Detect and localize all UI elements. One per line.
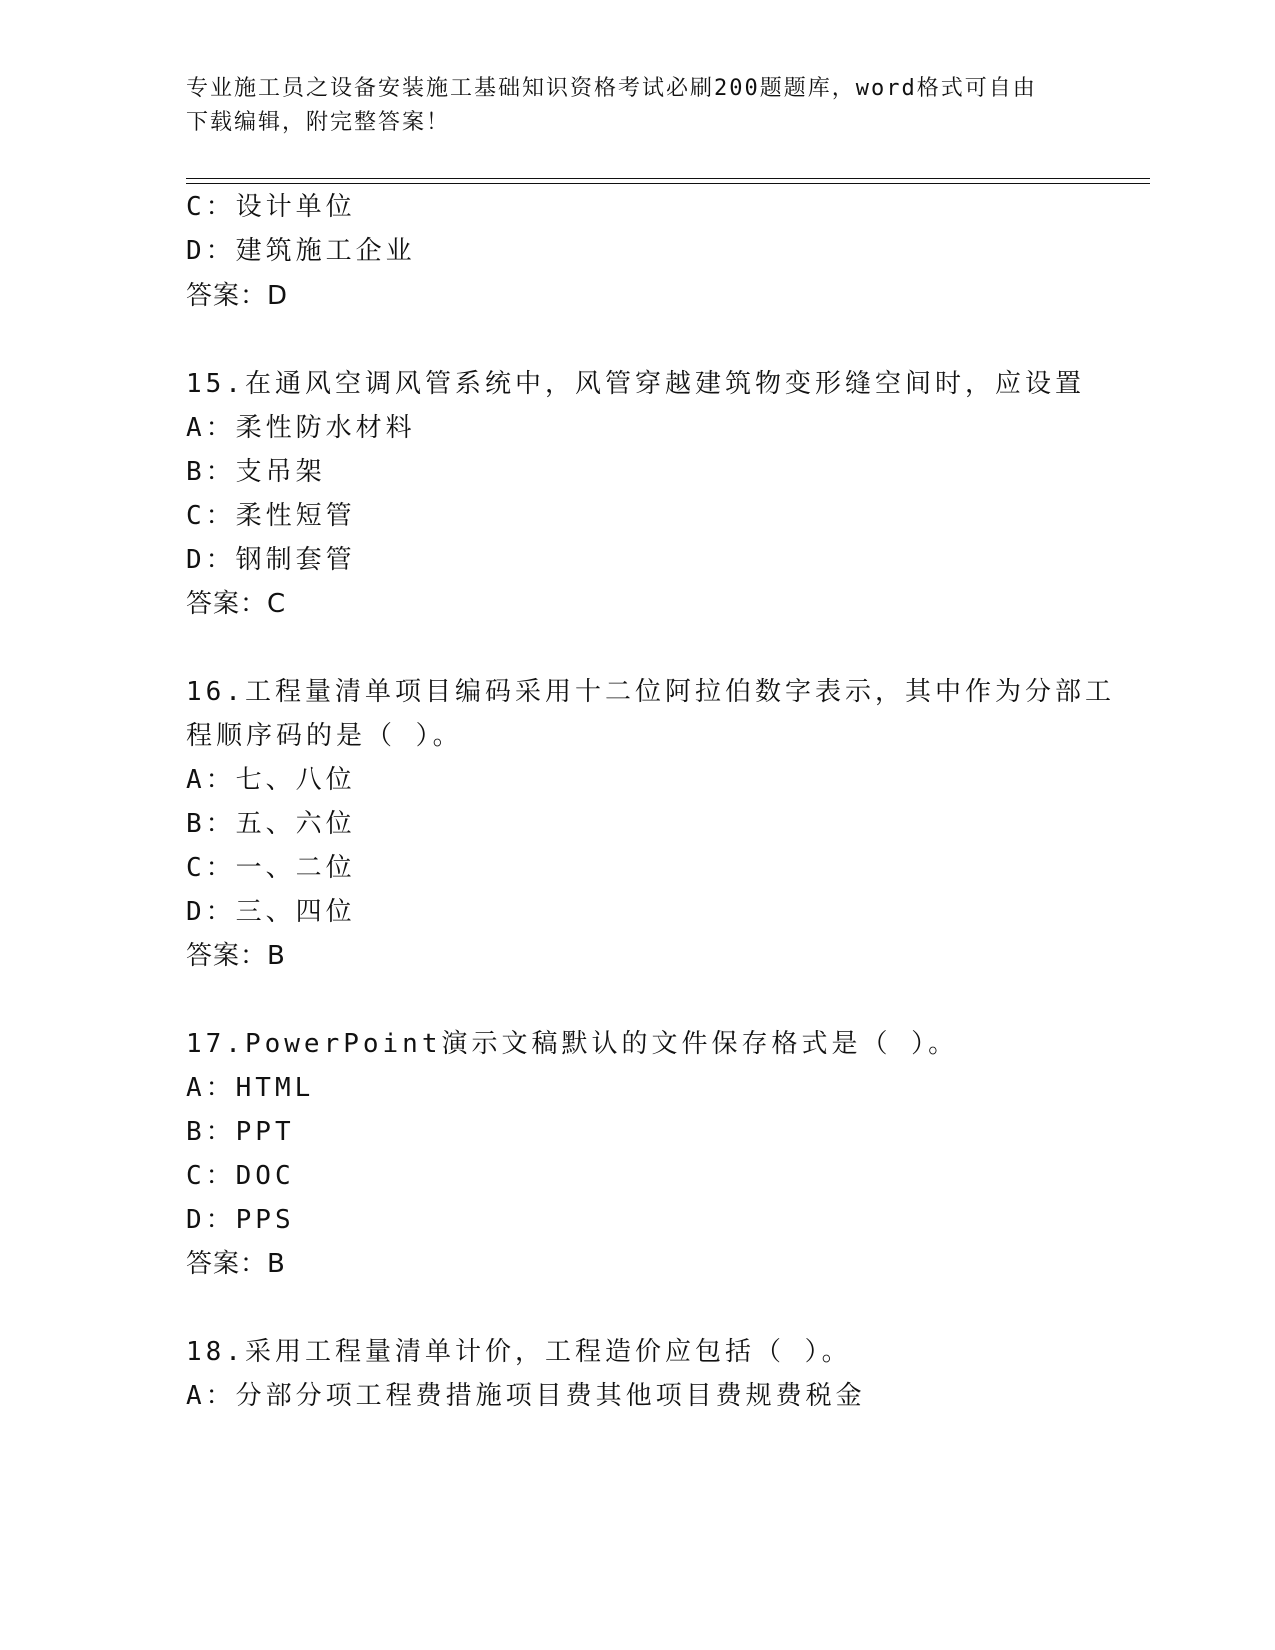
header-title-line-1: 专业施工员之设备安装施工基础知识资格考试必刷200题题库，word格式可自由 bbox=[186, 76, 1037, 101]
q15-question: 15.在通风空调风管系统中，风管穿越建筑物变形缝空间时，应设置 bbox=[186, 369, 1085, 399]
q16-answer: 答案：B bbox=[186, 941, 286, 971]
q15-answer: 答案：C bbox=[186, 589, 287, 619]
header-title-line-2: 下载编辑，附完整答案！ bbox=[186, 110, 451, 135]
q16-option-c: C：一、二位 bbox=[186, 853, 356, 883]
header-divider-bottom bbox=[186, 183, 1150, 184]
q17-answer: 答案：B bbox=[186, 1249, 286, 1279]
q14-option-c: C：设计单位 bbox=[186, 192, 356, 222]
q17-option-a: A：HTML bbox=[186, 1073, 315, 1103]
q15-option-b: B：支吊架 bbox=[186, 457, 326, 487]
q15-option-d: D：钢制套管 bbox=[186, 545, 356, 575]
header-divider-top bbox=[186, 178, 1150, 179]
q15-option-c: C：柔性短管 bbox=[186, 501, 356, 531]
q16-option-d: D：三、四位 bbox=[186, 897, 356, 927]
q17-question: 17.PowerPoint演示文稿默认的文件保存格式是（ ）。 bbox=[186, 1029, 959, 1059]
q17-option-b: B：PPT bbox=[186, 1117, 295, 1147]
q16-question-line-2: 程顺序码的是（ ）。 bbox=[186, 721, 463, 751]
q14-option-d: D：建筑施工企业 bbox=[186, 236, 416, 266]
q17-option-d: D：PPS bbox=[186, 1205, 295, 1235]
q16-question-line-1: 16.工程量清单项目编码采用十二位阿拉伯数字表示，其中作为分部工 bbox=[186, 677, 1115, 707]
q18-option-a: A：分部分项工程费措施项目费其他项目费规费税金 bbox=[186, 1381, 866, 1411]
q16-option-b: B：五、六位 bbox=[186, 809, 356, 839]
q16-option-a: A：七、八位 bbox=[186, 765, 356, 795]
q14-answer: 答案：D bbox=[186, 281, 289, 311]
q18-question: 18.采用工程量清单计价，工程造价应包括（ ）。 bbox=[186, 1337, 852, 1367]
document-header bbox=[186, 72, 1076, 140]
q17-option-c: C：DOC bbox=[186, 1161, 295, 1191]
q15-option-a: A：柔性防水材料 bbox=[186, 413, 416, 443]
